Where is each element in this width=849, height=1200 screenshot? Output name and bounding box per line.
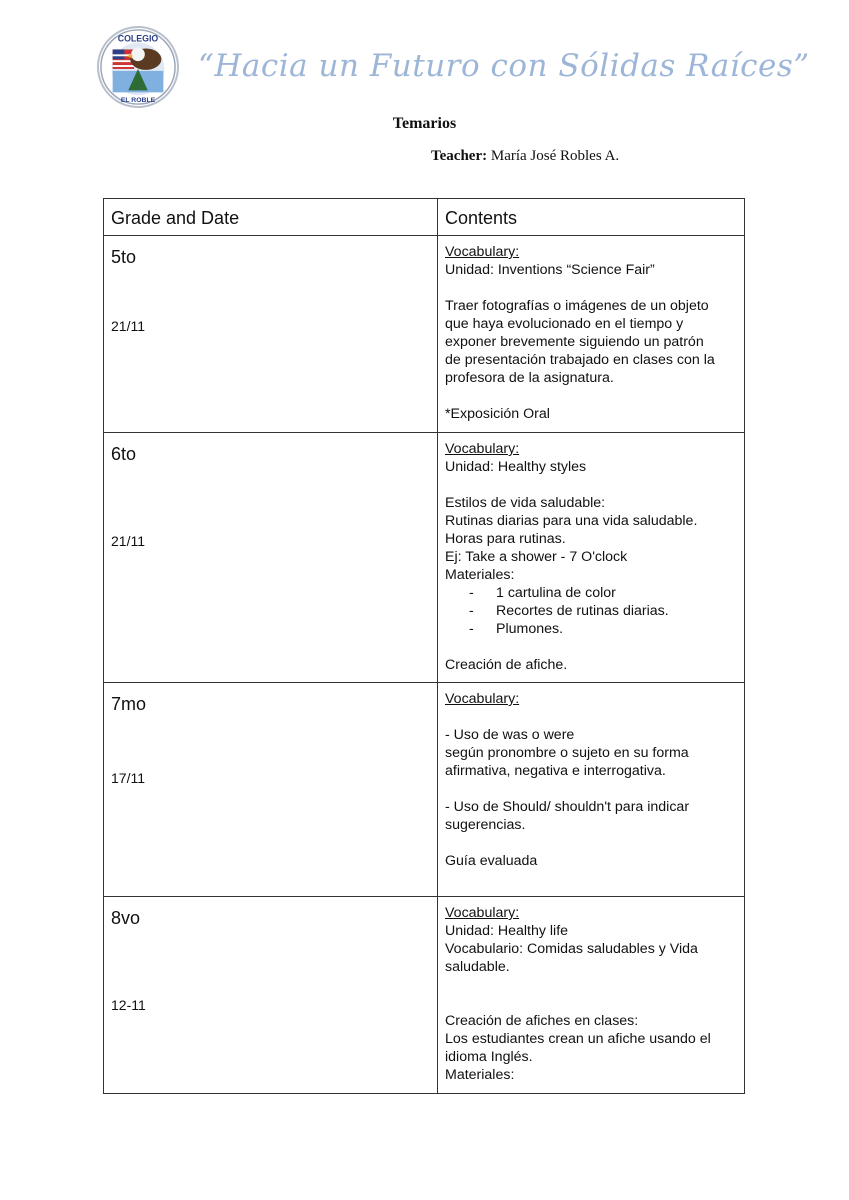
grade-cell [104, 236, 438, 433]
teacher-label: Teacher: [431, 148, 488, 164]
content-line: Creación de afiches en clases: [445, 1013, 639, 1029]
grade-cell [104, 897, 438, 1094]
vocabulary-heading: Vocabulary: [445, 691, 520, 707]
header-grade-date: Grade and Date [104, 199, 438, 236]
content-line: Unidad: Inventions “Science Fair” [445, 262, 655, 278]
content-line: afirmativa, negativa e interrogativa. [445, 763, 666, 779]
contents-cell [438, 683, 745, 897]
materials-item: - Recortes de rutinas diarias. [469, 602, 738, 620]
content-line: según pronombre o sujeto en su forma [445, 745, 689, 761]
content-line: saludable. [445, 959, 510, 975]
content-line: Materiales: [445, 1067, 515, 1083]
content-line: Materiales: [445, 567, 515, 583]
content-line: sugerencias. [445, 817, 526, 833]
materials-item: - Plumones. [469, 620, 738, 638]
school-logo [97, 26, 179, 108]
content-line: Traer fotografías o imágenes de un objeto [445, 298, 709, 314]
content-line: Horas para rutinas. [445, 531, 566, 547]
content-line: Creación de afiche. [445, 657, 568, 673]
grade-label: 7mo [111, 694, 147, 714]
table-row [104, 236, 745, 433]
contents-cell [438, 433, 745, 683]
syllabus-table [103, 198, 745, 1094]
content-line: exponer brevemente siguiendo un patrón [445, 334, 704, 350]
materials-list [445, 584, 738, 638]
grade-label: 8vo [111, 908, 141, 928]
table-header-row [104, 199, 745, 236]
content-line: - Uso de Should/ shouldn't para indicar [445, 799, 690, 815]
teacher-line [431, 148, 619, 165]
vocabulary-heading: Vocabulary: [445, 244, 520, 260]
content-line: Vocabulario: Comidas saludables y Vida [445, 941, 698, 957]
content-line: Los estudiantes crean un afiche usando el [445, 1031, 711, 1047]
table-row [104, 897, 745, 1094]
content-line: Rutinas diarias para una vida saludable. [445, 513, 698, 529]
grade-cell [104, 683, 438, 897]
date-label: 17/11 [111, 770, 145, 786]
vocabulary-heading: Vocabulary: [445, 905, 520, 921]
date-label: 21/11 [111, 318, 145, 334]
content-line: *Exposición Oral [445, 406, 550, 422]
svg-text:EL ROBLE: EL ROBLE [120, 97, 156, 105]
date-label: 21/11 [111, 533, 145, 549]
table-row [104, 433, 745, 683]
vocabulary-heading: Vocabulary: [445, 441, 520, 457]
grade-cell [104, 433, 438, 683]
content-line: de presentación trabajado en clases con la [445, 352, 715, 368]
content-line: - Uso de was o were [445, 727, 575, 743]
table-row [104, 683, 745, 897]
materials-item: - 1 cartulina de color [469, 584, 738, 602]
school-motto: “Hacia un Futuro con Sólidas Raíces” [198, 48, 810, 84]
svg-text:COLEGIO: COLEGIO [117, 33, 159, 44]
content-line: profesora de la asignatura. [445, 370, 614, 386]
content-line: Guía evaluada [445, 853, 538, 869]
content-line: Unidad: Healthy styles [445, 459, 587, 475]
contents-cell [438, 236, 745, 433]
content-line: Unidad: Healthy life [445, 923, 569, 939]
content-line: que haya evolucionado en el tiempo y [445, 316, 684, 332]
date-label: 12-11 [111, 997, 146, 1013]
grade-label: 5to [111, 247, 137, 267]
grade-label: 6to [111, 444, 137, 464]
content-line: Estilos de vida saludable: [445, 495, 606, 511]
content-line: Ej: Take a shower - 7 O'clock [445, 549, 628, 565]
content-line: idioma Inglés. [445, 1049, 533, 1065]
page-title: Temarios [392, 115, 457, 132]
header-contents: Contents [438, 199, 745, 236]
teacher-name: María José Robles A. [487, 148, 620, 164]
school-crest-icon [99, 28, 177, 106]
contents-cell [438, 897, 745, 1094]
